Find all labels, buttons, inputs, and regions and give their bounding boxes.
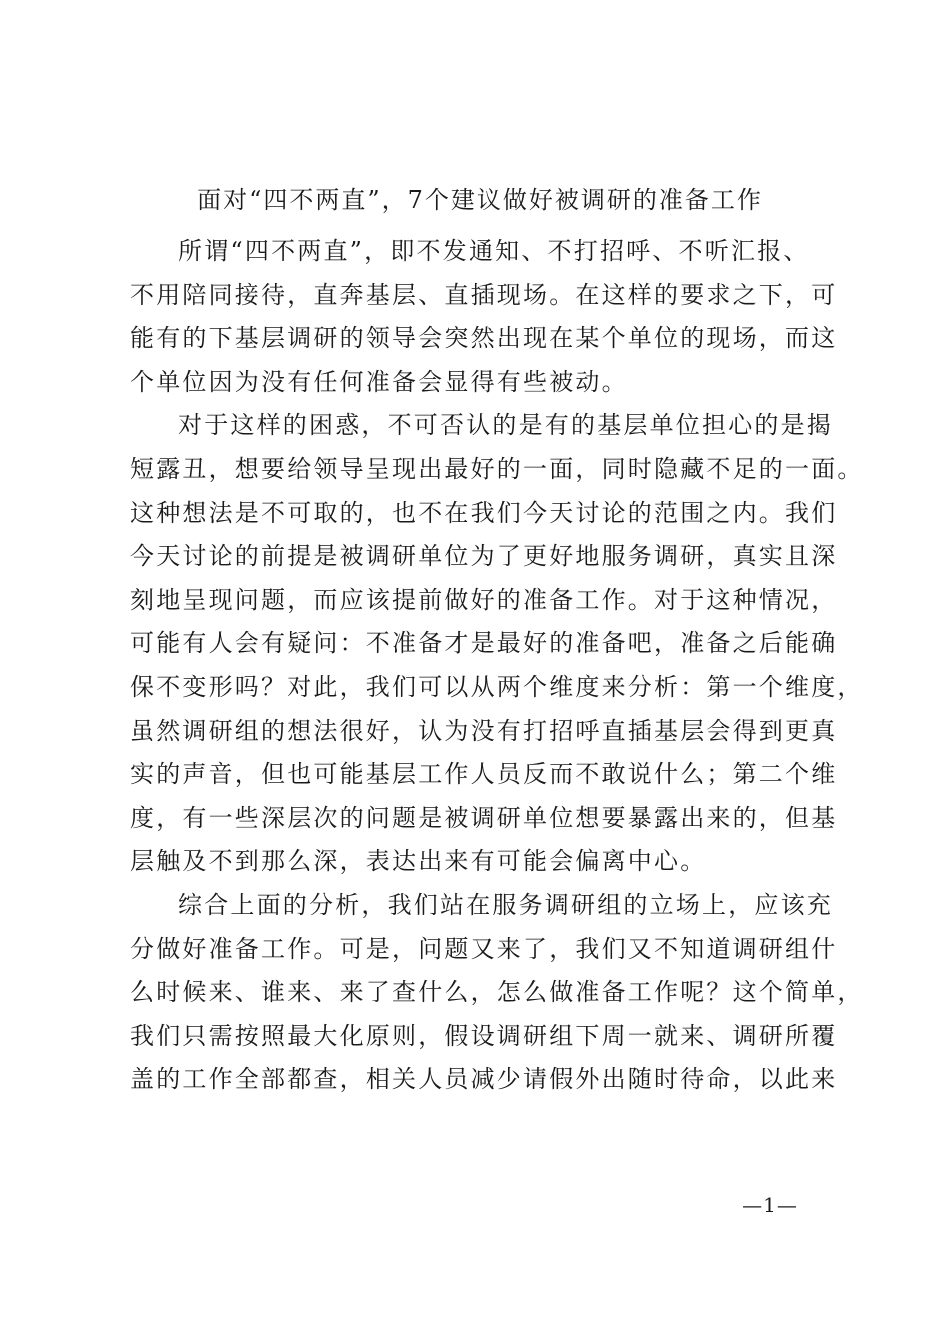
text-line: 盖的工作全部都查，相关人员减少请假外出随时待命，以此来 [130,1065,838,1094]
text-line: 保不变形吗？对此，我们可以从两个维度来分析：第一个维度， [130,672,864,701]
text-line: 不用陪同接待，直奔基层、直插现场。在这样的要求之下，可 [130,280,838,309]
text-line: 虽然调研组的想法很好，认为没有打招呼直插基层会得到更真 [130,716,838,745]
text-line: 今天讨论的前提是被调研单位为了更好地服务调研，真实且深 [130,542,838,571]
text-line: 可能有人会有疑问：不准备才是最好的准备吧，准备之后能确 [130,629,838,658]
paragraph-3 [130,884,864,1102]
document-title: 面对“四不两直”，7个建议做好被调研的准备工作 [197,186,763,214]
text-line: 这种想法是不可取的，也不在我们今天讨论的范围之内。我们 [130,498,838,527]
paragraph-2 [130,404,864,884]
text-line: 综合上面的分析，我们站在服务调研组的立场上，应该充 [178,890,833,919]
text-line: 个单位因为没有任何准备会显得有些被动。 [130,367,628,396]
text-line: 分做好准备工作。可是，问题又来了，我们又不知道调研组什 [130,934,838,963]
paragraph-1 [130,230,838,404]
text-line: 么时候来、谁来、来了查什么，怎么做准备工作呢？这个简单， [130,978,864,1007]
text-line: 我们只需按照最大化原则，假设调研组下周一就来、调研所覆 [130,1021,838,1050]
page-number: —1— [742,1193,798,1217]
text-line: 所谓“四不两直”，即不发通知、不打招呼、不听汇报、 [178,237,810,265]
text-line: 实的声音，但也可能基层工作人员反而不敢说什么；第二个维 [130,760,838,789]
text-line: 层触及不到那么深，表达出来有可能会偏离中心。 [130,847,707,876]
text-line: 对于这样的困惑，不可否认的是有的基层单位担心的是揭 [178,411,833,440]
text-line: 刻地呈现问题，而应该提前做好的准备工作。对于这种情况， [130,585,838,614]
text-line: 短露丑，想要给领导呈现出最好的一面，同时隐藏不足的一面。 [130,454,864,483]
text-line: 度，有一些深层次的问题是被调研单位想要暴露出来的，但基 [130,803,838,832]
text-line: 能有的下基层调研的领导会突然出现在某个单位的现场，而这 [130,324,838,353]
document-body [130,230,864,1102]
